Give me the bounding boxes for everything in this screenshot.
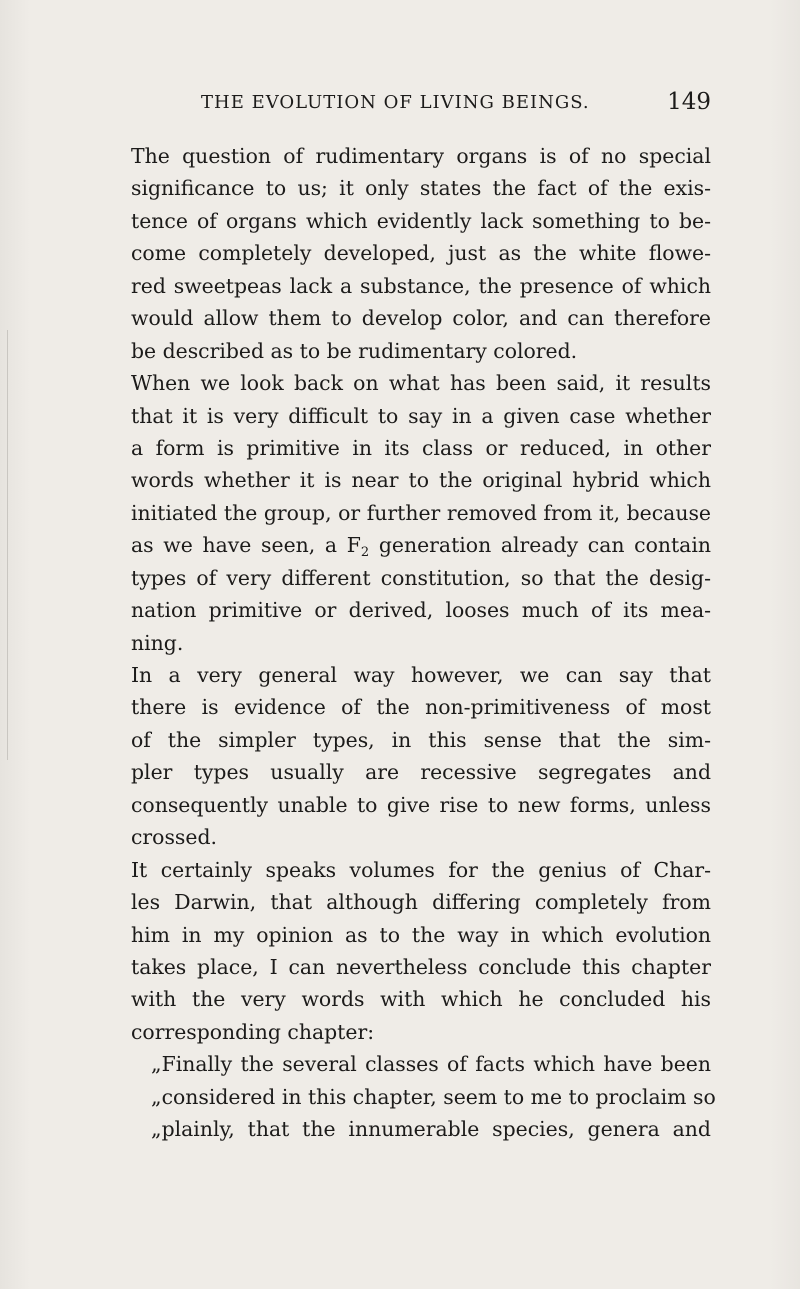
text-line: corresponding chapter: (131, 1019, 375, 1044)
text-line: be described as to be rudimentary colored. (131, 338, 578, 363)
text-line: crossed. (131, 825, 217, 850)
text-line: there is evidence of the non-primitiveness of most (131, 695, 711, 720)
text-line: significance to us; it only states the fact of the exis- (131, 176, 711, 201)
quote-line: „Finally the several classes of facts which have been (151, 1052, 711, 1077)
text-line: When we look back on what has been said, it results (131, 371, 711, 396)
text-line: les Darwin, that although differing completely from (131, 890, 711, 915)
body-text (131, 140, 716, 1146)
text-line: consequently unable to give rise to new forms, unless (131, 792, 711, 817)
text-segment: as we have seen, a F (131, 533, 361, 558)
text-line: him in my opinion as to the way in which evolution (131, 922, 711, 947)
text-line: The question of rudimentary organs is of no special (131, 144, 711, 168)
text-line: red sweetpeas lack a substance, the presence of which (131, 273, 711, 298)
page-number: 149 (667, 89, 711, 115)
text-line-with-subscript (131, 529, 711, 561)
text-line: that it is very difficult to say in a given case whether (131, 403, 711, 428)
text-line: come completely developed, just as the white flowe- (131, 241, 711, 266)
text-line: with the very words with which he concluded his (131, 987, 711, 1012)
text-line: nation primitive or derived, looses much of its mea- (131, 598, 711, 623)
text-line: initiated the group, or further removed from it, because (131, 500, 711, 525)
text-segment: generation already can contain (369, 533, 711, 558)
running-head: THE EVOLUTION OF LIVING BEINGS. (201, 92, 590, 113)
text-line: ning. (131, 630, 184, 655)
subscript: 2 (360, 545, 370, 561)
text-line: takes place, I can nevertheless conclude this chapter (131, 954, 711, 979)
text-line: would allow them to develop color, and can therefore (131, 306, 711, 331)
text-line: pler types usually are recessive segregates and (131, 760, 711, 785)
quote-line: „considered in this chapter, seem to me to proclaim so (151, 1084, 716, 1109)
quote-line: „plainly, that the innumerable species, genera and (151, 1117, 711, 1142)
page-header (131, 89, 711, 120)
text-line: It certainly speaks volumes for the genius of Char- (131, 857, 711, 882)
text-line: words whether it is near to the original hybrid which (131, 468, 711, 493)
text-line: In a very general way however, we can say that (131, 663, 711, 687)
text-line: types of very different constitution, so that the desig- (131, 565, 711, 590)
text-line: of the simpler types, in this sense that the sim- (131, 727, 711, 752)
scan-gutter-line (7, 330, 8, 760)
text-line: a form is primitive in its class or reduced, in other (131, 435, 711, 460)
text-line: tence of organs which evidently lack something to be- (131, 208, 711, 233)
